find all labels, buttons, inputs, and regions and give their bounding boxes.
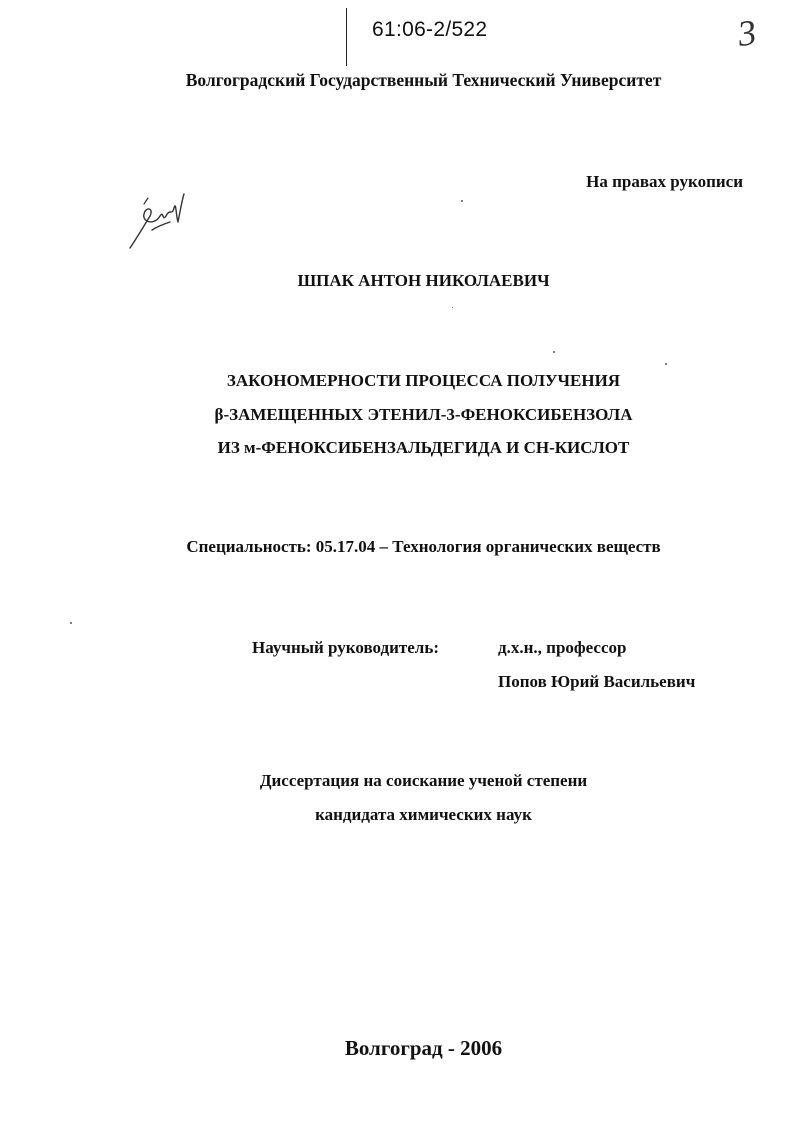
scan-speck <box>665 363 667 365</box>
sheet-number: 3 <box>735 11 759 55</box>
scan-speck <box>461 200 463 202</box>
title-line-1: ЗАКОНОМЕРНОСТИ ПРОЦЕССА ПОЛУЧЕНИЯ <box>226 371 621 390</box>
dissertation-line-1: Диссертация на соискание ученой степени <box>259 771 588 790</box>
scan-speck <box>553 351 555 353</box>
specialty: Специальность: 05.17.04 – Технология органических веществ <box>186 537 661 556</box>
supervisor-name: Попов Юрий Васильевич <box>498 672 696 691</box>
scan-speck <box>70 622 72 624</box>
dissertation-line-2: кандидата химических наук <box>315 805 532 824</box>
handwritten-signature <box>124 186 194 256</box>
supervisor-degree: д.х.н., профессор <box>498 638 627 657</box>
title-line-3: ИЗ м-ФЕНОКСИБЕНЗАЛЬДЕГИДА И СН-КИСЛОТ <box>217 438 630 457</box>
university-name: Волгоградский Государственный Технический Университет <box>185 70 662 90</box>
city-year: Волгоград - 2006 <box>344 1036 503 1060</box>
rights-notice: На правах рукописи <box>586 172 743 191</box>
archive-code: 61:06-2/522 <box>372 18 488 41</box>
scan-speck <box>452 307 453 308</box>
scan-margin-line <box>346 8 347 66</box>
supervisor-label: Научный руководитель: <box>252 638 439 657</box>
author-name: ШПАК АНТОН НИКОЛАЕВИЧ <box>297 271 550 290</box>
title-line-2: β-ЗАМЕЩЕННЫХ ЭТЕНИЛ-3-ФЕНОКСИБЕНЗОЛА <box>214 405 633 424</box>
